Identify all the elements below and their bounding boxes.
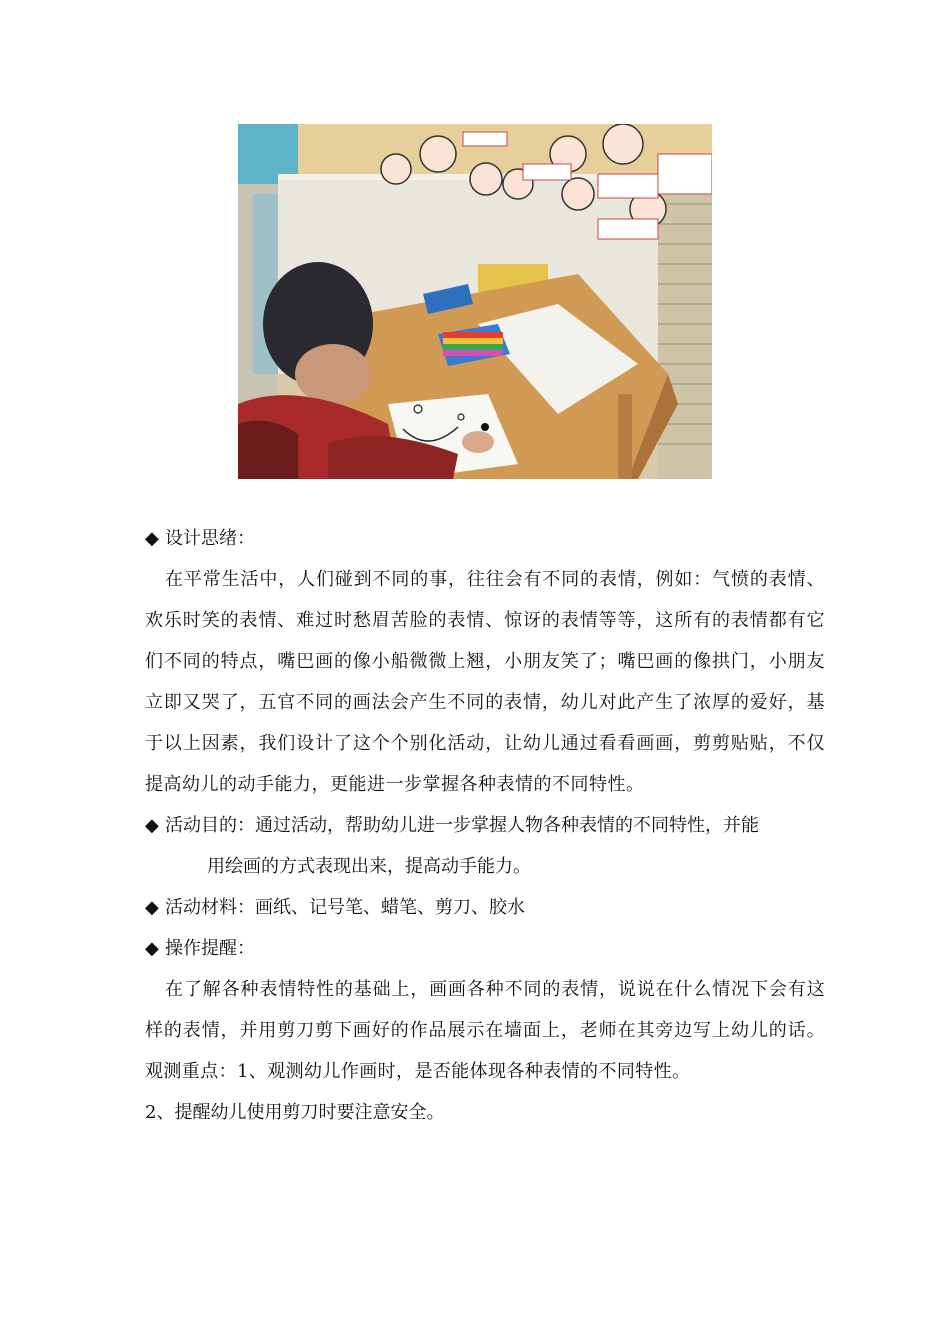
diamond-bullet-icon: ◆ [145,938,159,959]
design-body: 在平常生活中，人们碰到不同的事，往往会有不同的表情，例如：气愤的表情、欢乐时笑的表情、难过时愁眉苦脸的表情、惊讶的表情等等，这所有的表情都有它们不同的特点，嘴巴画的像小船微微上翘，小朋友笑了；嘴巴画的像拱门，小朋友立即又哭了，五官不同的画法会产生不同的表情，幼儿对此产生了浓厚的爱好，基于以上因素，我们设计了这个个别化活动，让幼儿通过看看画画，剪剪贴贴，不仅提高幼儿的动手能力，更能进一步掌握各种表情的不同特性。 [145,569,825,795]
diamond-bullet-icon: ◆ [145,897,159,918]
reminder-heading-label: 操作提醒： [165,938,255,959]
goal-text-line1: 通过活动，帮助幼儿进一步掌握人物各种表情的不同特性，并能 [255,815,759,836]
materials-text: 画纸、记号笔、蜡笔、剪刀、胶水 [255,897,525,918]
document-body [145,518,825,1133]
goal-text-line2: 用绘画的方式表现出来，提高动手能力。 [207,856,531,877]
goal-heading [145,805,825,846]
diamond-bullet-icon: ◆ [145,528,159,549]
materials-heading-label: 活动材料： [165,897,255,918]
reminder-last-line: 2、提醒幼儿使用剪刀时要注意安全。 [145,1102,445,1123]
goal-heading-label: 活动目的： [165,815,255,836]
classroom-photo [238,124,712,479]
diamond-bullet-icon: ◆ [145,815,159,836]
materials-heading [145,887,825,928]
reminder-body: 在了解各种表情特性的基础上，画画各种不同的表情，说说在什么情况下会有这样的表情，并用剪刀剪下画好的作品展示在墙面上，老师在其旁边写上幼儿的话。观测重点：1、观测幼儿作画时，是否能体现各种表情的不同特性。 [145,979,825,1082]
design-heading [145,518,825,559]
design-heading-label: 设计思绪： [165,528,255,549]
classroom-photo-image [238,124,712,479]
reminder-heading [145,928,825,969]
